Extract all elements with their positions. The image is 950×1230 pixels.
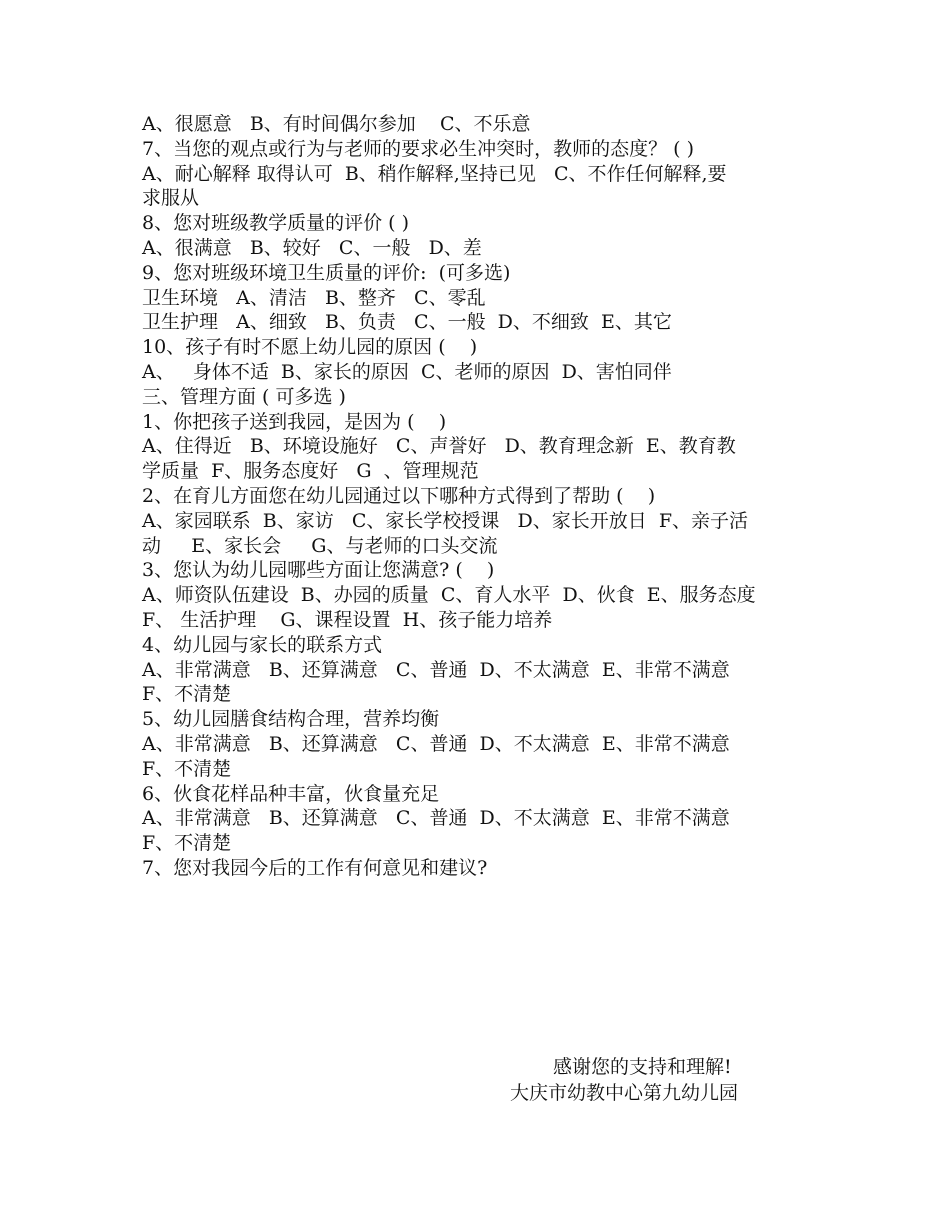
text-line: 3、您认为幼儿园哪些方面让您满意? ( ) — [142, 559, 495, 582]
text-line: 1、你把孩子送到我园，是因为 ( ) — [142, 410, 447, 433]
text-line: 9、您对班级环境卫生质量的评价: (可多选) — [142, 261, 511, 284]
thanks-note: 感谢您的支持和理解! — [553, 1056, 732, 1078]
text-line: A、非常满意 B、还算满意 C、普通 D、不太满意 E、非常不满意 — [142, 807, 730, 830]
text-line: 8、您对班级教学质量的评价 ( ) — [142, 212, 409, 235]
text-line: A、非常满意 B、还算满意 C、普通 D、不太满意 E、非常不满意 — [142, 658, 730, 681]
text-line: 2、在育儿方面您在幼儿园通过以下哪种方式得到了帮助 ( ) — [142, 484, 656, 507]
text-line: 卫生护理 A、细致 B、负责 C、一般 D、不细致 E、其它 — [142, 311, 672, 334]
text-line: 学质量 F、服务态度好 G 、管理规范 — [142, 460, 479, 483]
text-line: 5、幼儿园膳食结构合理，营养均衡 — [142, 708, 440, 731]
text-line: A、 身体不适 B、家长的原因 C、老师的原因 D、害怕同伴 — [142, 360, 672, 383]
text-line: F、 生活护理 G、课程设置 H、孩子能力培养 — [142, 608, 553, 631]
text-line: 动 E、家长会 G、与老师的口头交流 — [142, 534, 498, 557]
questionnaire-body — [142, 112, 822, 881]
text-line: 6、伙食花样品种丰富，伙食量充足 — [142, 782, 440, 805]
organization-name: 大庆市幼教中心第九幼儿园 — [510, 1082, 739, 1104]
text-line: A、家园联系 B、家访 C、家长学校授课 D、家长开放日 F、亲子活 — [142, 509, 749, 532]
text-line: 卫生环境 A、清洁 B、整齐 C、零乱 — [142, 286, 486, 309]
text-line: A、很满意 B、较好 C、一般 D、差 — [142, 236, 482, 259]
text-line: A、师资队伍建设 B、办园的质量 C、育人水平 D、伙食 E、服务态度 — [142, 584, 756, 607]
text-line: F、不清楚 — [142, 832, 232, 855]
text-line: A、住得近 B、环境设施好 C、声誉好 D、教育理念新 E、教育教 — [142, 435, 736, 458]
text-line: A、非常满意 B、还算满意 C、普通 D、不太满意 E、非常不满意 — [142, 732, 730, 755]
text-line: 求服从 — [142, 187, 200, 210]
section-heading: 三、管理方面 ( 可多选 ) — [142, 385, 346, 408]
text-line: F、不清楚 — [142, 683, 232, 706]
text-line: A、很愿意 B、有时间偶尔参加 C、不乐意 — [142, 113, 531, 135]
text-line: 4、幼儿园与家长的联系方式 — [142, 633, 383, 656]
text-line: 7、您对我园今后的工作有何意见和建议? — [142, 856, 488, 879]
text-line: F、不清楚 — [142, 757, 232, 780]
text-line: A、耐心解释 取得认可 B、稍作解释,坚持已见 C、不作任何解释,要 — [142, 162, 727, 185]
text-line: 10、孩子有时不愿上幼儿园的原因 ( ) — [142, 336, 478, 359]
text-line: 7、当您的观点或行为与老师的要求必生冲突时，教师的态度？ ( ) — [142, 137, 694, 160]
